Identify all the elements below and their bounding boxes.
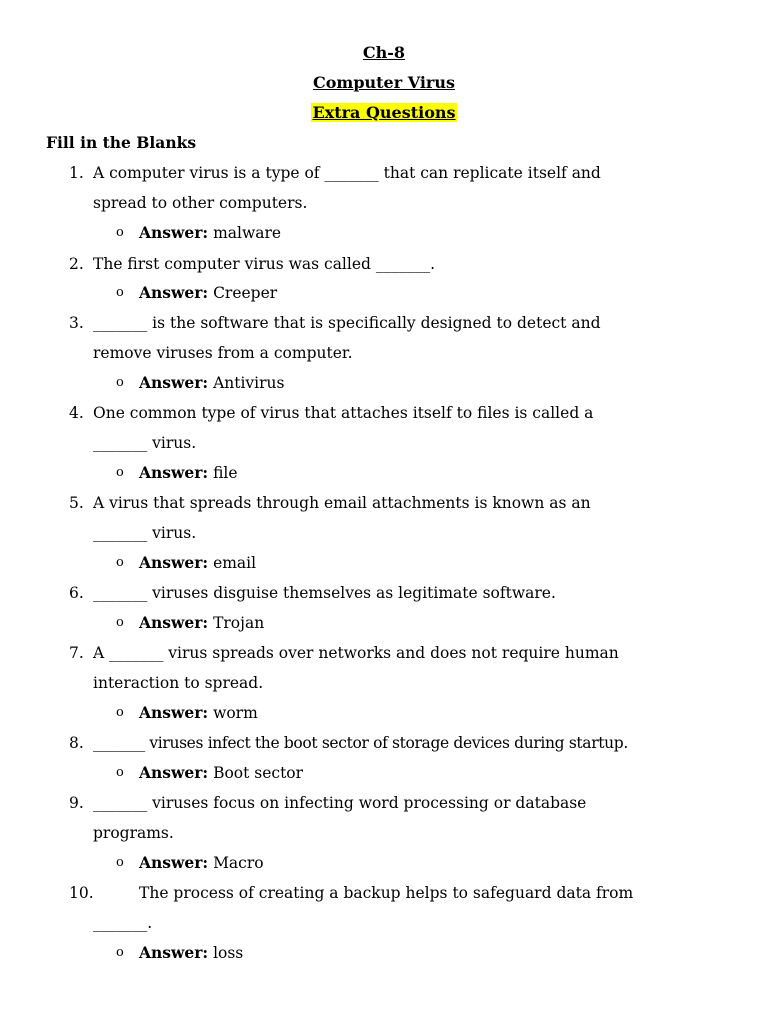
answer-label: Answer: xyxy=(139,283,209,302)
answer-label: Answer: xyxy=(139,763,209,782)
question-number: 9. xyxy=(69,794,84,812)
answer-text: Trojan xyxy=(213,614,265,632)
question-number: 7. xyxy=(69,644,84,662)
highlighted-subtitle: Extra Questions xyxy=(312,103,456,122)
answer-text: Boot sector xyxy=(213,764,304,782)
bullet-icon: o xyxy=(116,615,124,630)
question-text: _______ viruses focus on infecting word processing or database xyxy=(93,794,587,812)
answer-label: Answer: xyxy=(139,553,209,572)
answer-text: file xyxy=(213,464,238,482)
question-text-cont: remove viruses from a computer. xyxy=(93,344,353,362)
question-text: A _______ virus spreads over networks and does not require human xyxy=(93,644,619,662)
answer-text: Antivirus xyxy=(213,374,285,392)
question-text: _______ viruses disguise themselves as legitimate software. xyxy=(93,584,556,602)
question-text: _______ is the software that is specifically designed to detect and xyxy=(93,314,601,332)
answer-label: Answer: xyxy=(139,223,209,242)
question-text: A virus that spreads through email attachments is known as an xyxy=(93,494,591,512)
question-text-cont: _______ virus. xyxy=(93,524,197,542)
answer-label: Answer: xyxy=(139,373,209,392)
bullet-icon: o xyxy=(116,855,124,870)
bullet-icon: o xyxy=(116,465,124,480)
answer-text: Creeper xyxy=(213,284,278,302)
answer-text: email xyxy=(213,554,257,572)
bullet-icon: o xyxy=(116,285,124,300)
answer-text: Macro xyxy=(213,854,264,872)
question-number: 1. xyxy=(69,164,84,182)
answer-label: Answer: xyxy=(139,703,209,722)
question-text-cont: interaction to spread. xyxy=(93,674,264,692)
answer-label: Answer: xyxy=(139,613,209,632)
question-text-cont: _______ virus. xyxy=(93,434,197,452)
answer-text: loss xyxy=(213,944,244,962)
answer-text: malware xyxy=(213,224,282,242)
question-number: 2. xyxy=(69,255,84,273)
answer-label: Answer: xyxy=(139,463,209,482)
bullet-icon: o xyxy=(116,375,124,390)
question-number: 8. xyxy=(69,734,84,752)
question-number: 6. xyxy=(69,584,84,602)
question-text: The process of creating a backup helps to safeguard data from xyxy=(139,884,634,902)
bullet-icon: o xyxy=(116,705,124,720)
question-number: 5. xyxy=(69,494,84,512)
chapter-title: Ch-8 xyxy=(362,43,406,62)
question-number: 4. xyxy=(69,404,84,422)
question-text-cont: spread to other computers. xyxy=(93,194,308,212)
section-heading: Fill in the Blanks xyxy=(46,133,197,152)
bullet-icon: o xyxy=(116,555,124,570)
question-text: A computer virus is a type of _______ that can replicate itself and xyxy=(93,164,601,182)
question-text-cont: programs. xyxy=(93,824,174,842)
question-text: _______ viruses infect the boot sector of storage devices during startup. xyxy=(93,734,628,752)
bullet-icon: o xyxy=(116,945,124,960)
question-text: The first computer virus was called _______. xyxy=(93,255,436,273)
answer-text: worm xyxy=(213,704,258,722)
bullet-icon: o xyxy=(116,765,124,780)
question-number: 3. xyxy=(69,314,84,332)
bullet-icon: o xyxy=(116,225,124,240)
question-text: One common type of virus that attaches itself to files is called a xyxy=(93,404,594,422)
topic-title: Computer Virus xyxy=(312,73,455,92)
question-text-cont: _______. xyxy=(93,914,153,932)
answer-label: Answer: xyxy=(139,943,209,962)
question-number: 10. xyxy=(69,884,94,902)
answer-label: Answer: xyxy=(139,853,209,872)
